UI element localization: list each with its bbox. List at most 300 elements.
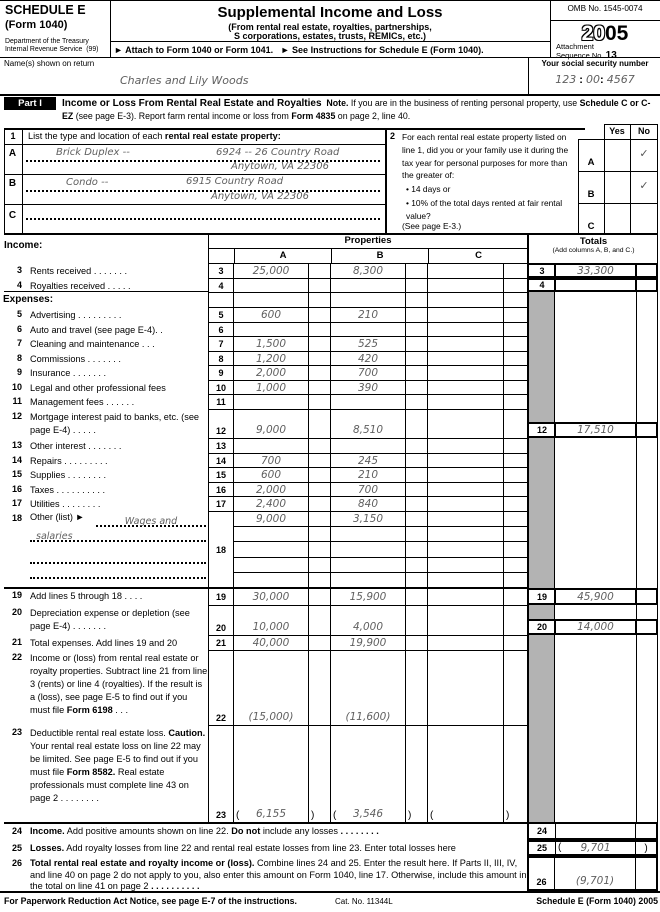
part1-note-label: Note. bbox=[326, 98, 349, 108]
part1-note-form: Form 4835 bbox=[291, 111, 336, 121]
cents-cell bbox=[405, 336, 427, 351]
line5-C-value[interactable] bbox=[427, 307, 503, 322]
line9-A-value[interactable]: 2,000 bbox=[233, 365, 308, 380]
line-number: 14 bbox=[11, 455, 22, 465]
other-expense-entry-2[interactable]: salaries bbox=[30, 526, 206, 542]
bullet-icon: • bbox=[406, 198, 409, 208]
line18-sub2-cell bbox=[233, 526, 308, 541]
line18-sub2-cell bbox=[308, 526, 330, 541]
form-title: Supplemental Income and Loss bbox=[217, 4, 443, 21]
line10-B-value[interactable]: 390 bbox=[330, 380, 405, 394]
cents-cell bbox=[405, 351, 427, 365]
propA-divider bbox=[4, 174, 386, 175]
cents-cell bbox=[503, 380, 527, 394]
table-row-9 bbox=[0, 365, 660, 380]
line-number: 22 bbox=[11, 652, 22, 662]
line14-A-value[interactable]: 700 bbox=[233, 453, 308, 467]
total-line-number: 25 bbox=[529, 842, 556, 854]
line26-number: 26 bbox=[11, 858, 22, 868]
cents-cell bbox=[503, 438, 527, 453]
cents-cell bbox=[405, 409, 427, 438]
line22-B-value[interactable]: (11,600) bbox=[330, 650, 405, 725]
table-row-18 bbox=[0, 511, 660, 588]
line15-B-value[interactable]: 210 bbox=[330, 467, 405, 482]
line6-C-value[interactable] bbox=[427, 322, 503, 336]
line16-C-value[interactable] bbox=[427, 482, 503, 496]
line18-sub4-cell bbox=[308, 557, 330, 572]
line17-B-value[interactable]: 840 bbox=[330, 496, 405, 511]
line18-sub4-cell bbox=[427, 557, 503, 572]
table-row-10 bbox=[0, 380, 660, 394]
attach-1040: ► Attach to Form 1040 or Form 1041. bbox=[114, 45, 274, 55]
line2-bullet2 bbox=[406, 197, 574, 222]
cents-cell bbox=[503, 453, 527, 467]
total-box-line24 bbox=[527, 822, 658, 840]
line9-B-value[interactable]: 700 bbox=[330, 365, 405, 380]
line-number: 21 bbox=[11, 637, 22, 647]
total-cents-cell bbox=[636, 280, 656, 290]
form-subtitle-1: (From rental real estate, royalties, partnerships, bbox=[228, 22, 432, 32]
line24-dots: . . . . . . . . bbox=[337, 826, 379, 836]
line13-A-value[interactable] bbox=[233, 438, 308, 453]
cents-cell bbox=[308, 322, 330, 336]
row-label: Repairs . . . . . . . . . bbox=[30, 456, 108, 466]
line12-A-value[interactable]: 9,000 bbox=[233, 409, 308, 438]
cents-cell bbox=[405, 496, 427, 511]
line-number-cell: 15 bbox=[208, 467, 233, 482]
cents-cell bbox=[405, 725, 427, 822]
other-expense-entry-4[interactable] bbox=[30, 564, 206, 579]
part1-note-2: (see page E-3). Report farm rental income or loss from bbox=[75, 111, 289, 121]
sequence-number: 13 bbox=[605, 50, 617, 61]
line18-sub4-cell bbox=[233, 557, 308, 572]
irs-code: (99) bbox=[86, 46, 99, 53]
total-cents-cell bbox=[636, 824, 656, 838]
line8-A-value[interactable]: 1,200 bbox=[233, 351, 308, 365]
line26-label bbox=[30, 858, 528, 893]
cents-cell bbox=[308, 605, 330, 635]
property-A-address2[interactable]: Anytown, VA 22306 bbox=[230, 161, 329, 172]
property-C-entry-line[interactable] bbox=[26, 204, 380, 220]
cents-cell bbox=[308, 351, 330, 365]
line26-text1: Combine lines 24 and 25. Enter the result here. If Parts II, III, IV, and line 40 on page 2 do not apply to you, also enter this amount on Form 1040, line 17. Otherwise, include this amount in the total on line 41 on page 2 bbox=[30, 858, 527, 892]
line-number-cell: 8 bbox=[208, 351, 233, 365]
line20-C-value[interactable] bbox=[427, 605, 503, 635]
row-label: Legal and other professional fees bbox=[30, 383, 166, 393]
line17-C-value[interactable] bbox=[427, 496, 503, 511]
paren-open: ( bbox=[333, 810, 337, 821]
line-number: 9 bbox=[16, 367, 22, 377]
line3-B-value[interactable]: 8,300 bbox=[330, 263, 405, 278]
line12-total-value[interactable]: 17,510 bbox=[556, 424, 636, 436]
cents-cell bbox=[503, 409, 527, 438]
line-number: 19 bbox=[11, 590, 22, 600]
line12-C-value[interactable] bbox=[427, 409, 503, 438]
row-label: Utilities . . . . . . . . bbox=[30, 499, 101, 509]
line1-label bbox=[28, 131, 281, 141]
line1-label-text: List the type and location of each bbox=[28, 131, 165, 141]
line19-C-value[interactable] bbox=[427, 588, 503, 605]
cents-cell bbox=[405, 467, 427, 482]
catalog-number: Cat. No. 11344L bbox=[335, 897, 393, 906]
property-A-type[interactable]: Brick Duplex -- bbox=[56, 147, 130, 158]
part1-note-3: on page 2, line 40. bbox=[337, 111, 411, 121]
cents-cell bbox=[405, 394, 427, 409]
line-number-cell: 13 bbox=[208, 438, 233, 453]
dept-line1: Department of the Treasury bbox=[5, 38, 89, 45]
line26-dots: . . . . . . . . . . bbox=[148, 881, 200, 892]
part1-topline bbox=[0, 94, 660, 96]
bullet2-text: 10% of the total days rented at fair rental value? bbox=[406, 198, 563, 221]
total-line-number: 20 bbox=[529, 621, 556, 633]
line7-B-value[interactable]: 525 bbox=[330, 336, 405, 351]
cents-cell bbox=[405, 278, 427, 292]
yesno-B-letter: B bbox=[587, 189, 595, 200]
line18-sub4-cell bbox=[330, 557, 405, 572]
line18-sub4-cell bbox=[405, 557, 427, 572]
line18-sub3-cell bbox=[330, 541, 405, 557]
line2-number: 2 bbox=[390, 131, 396, 141]
row-label: Mortgage interest paid to banks, etc. (see page E-4) . . . . . bbox=[30, 412, 200, 435]
total-line-number: 12 bbox=[529, 424, 556, 436]
cents-cell bbox=[308, 467, 330, 482]
line24-total-value[interactable] bbox=[556, 824, 636, 838]
line24-bold1: Income. bbox=[30, 826, 65, 836]
line13-B-value[interactable] bbox=[330, 438, 405, 453]
part1-note-schedule: Schedule C or C-EZ bbox=[62, 98, 651, 121]
part1-note-1: If you are in the business of renting personal property, use bbox=[350, 98, 578, 108]
line2-see-page: (See page E-3.) bbox=[402, 221, 462, 231]
line11-A-value[interactable] bbox=[233, 394, 308, 409]
line-number-cell: 4 bbox=[208, 278, 233, 292]
line3-total-value[interactable]: 33,300 bbox=[556, 265, 636, 276]
table-row-17 bbox=[0, 496, 660, 511]
income-section-label: Income: bbox=[4, 240, 43, 251]
total-line-number: 3 bbox=[529, 265, 556, 276]
line18-sub5-cell bbox=[405, 572, 427, 588]
cents-cell bbox=[308, 496, 330, 511]
line4-B-value[interactable] bbox=[330, 278, 405, 292]
cents-cell bbox=[503, 496, 527, 511]
cents-cell bbox=[503, 605, 527, 635]
property-B-address2[interactable]: Anytown, VA 22306 bbox=[210, 191, 309, 202]
line21-C-value[interactable] bbox=[427, 635, 503, 650]
line18-sub2-cell bbox=[503, 526, 527, 541]
line24-text2: include any losses bbox=[260, 826, 338, 836]
yesno-yes-left bbox=[604, 124, 605, 233]
line-number-cell: 17 bbox=[208, 496, 233, 511]
cents-cell bbox=[503, 278, 527, 292]
ssn-group-2[interactable]: 00 bbox=[586, 73, 601, 86]
line24-bold2: Do not bbox=[231, 826, 261, 836]
cents-cell bbox=[405, 292, 427, 307]
line4-A-value[interactable] bbox=[233, 278, 308, 292]
line6-A-value[interactable] bbox=[233, 322, 308, 336]
line7-C-value[interactable] bbox=[427, 336, 503, 351]
line8-C-value[interactable] bbox=[427, 351, 503, 365]
line25-number: 25 bbox=[11, 843, 22, 853]
cents-cell bbox=[308, 336, 330, 351]
total-line-number: 24 bbox=[529, 824, 556, 838]
line-number: 23 bbox=[11, 727, 22, 737]
cents-cell bbox=[503, 467, 527, 482]
cents-cell bbox=[503, 650, 527, 725]
paren-open: ( bbox=[558, 842, 562, 853]
cents-cell bbox=[405, 438, 427, 453]
cents-cell bbox=[405, 650, 427, 725]
line-B-value[interactable] bbox=[330, 292, 405, 307]
table-row-13 bbox=[0, 438, 660, 453]
property-B-type[interactable]: Condo -- bbox=[66, 177, 109, 188]
total-box-line3 bbox=[527, 263, 658, 278]
paren-close: ) bbox=[408, 810, 412, 821]
line18-sub1-cell bbox=[405, 511, 427, 526]
cents-cell bbox=[405, 588, 427, 605]
line11-B-value[interactable] bbox=[330, 394, 405, 409]
line18-sub2-cell bbox=[405, 526, 427, 541]
total-cents-cell bbox=[636, 424, 656, 436]
ssn-value[interactable] bbox=[530, 73, 660, 86]
cents-cell bbox=[503, 351, 527, 365]
row-label: Insurance . . . . . . . bbox=[30, 368, 107, 378]
line-number-cell: 19 bbox=[208, 588, 233, 605]
line-number-cell: 7 bbox=[208, 336, 233, 351]
cents-cell bbox=[308, 453, 330, 467]
line18-A-value[interactable]: 9,000 bbox=[233, 511, 308, 526]
line12-B-value[interactable]: 8,510 bbox=[330, 409, 405, 438]
line4-C-value[interactable] bbox=[427, 278, 503, 292]
line18-sub1-cell bbox=[308, 511, 330, 526]
row-label: Add lines 5 through 18 . . . . bbox=[30, 591, 143, 601]
cents-cell bbox=[308, 365, 330, 380]
total-box-line20 bbox=[527, 619, 658, 635]
line-number-cell: 16 bbox=[208, 482, 233, 496]
omb-number: OMB No. 1545-0074 bbox=[567, 4, 643, 13]
line19-total-value[interactable]: 45,900 bbox=[556, 590, 636, 603]
row-label: Supplies . . . . . . . . bbox=[30, 470, 107, 480]
ssn-label: Your social security number bbox=[541, 59, 649, 68]
cents-cell bbox=[308, 394, 330, 409]
ssn-separator: : bbox=[600, 74, 604, 86]
line15-A-value[interactable]: 600 bbox=[233, 467, 308, 482]
line1-number: 1 bbox=[10, 131, 16, 141]
paperwork-notice: For Paperwork Reduction Act Notice, see page E-7 of the instructions. bbox=[4, 896, 297, 906]
row-label: Commissions . . . . . . . bbox=[30, 354, 121, 364]
line9-C-value[interactable] bbox=[427, 365, 503, 380]
line20-B-value[interactable]: 4,000 bbox=[330, 605, 405, 635]
line19-A-value[interactable]: 30,000 bbox=[233, 588, 308, 605]
tax-year bbox=[550, 23, 660, 44]
line4-total-value[interactable] bbox=[556, 280, 636, 290]
total-cents-cell bbox=[636, 858, 656, 889]
line10-A-value[interactable]: 1,000 bbox=[233, 380, 308, 394]
line25-bold1: Losses. bbox=[30, 843, 65, 853]
line26-total-value[interactable]: (9,701) bbox=[555, 858, 636, 889]
B-no-checkbox[interactable]: ✓ bbox=[639, 180, 649, 192]
see-instructions: ► See Instructions for Schedule E (Form 1040). bbox=[280, 45, 484, 55]
cents-cell bbox=[308, 482, 330, 496]
line24-number: 24 bbox=[11, 826, 22, 836]
line2-intro: For each rental real estate property listed on line 1, did you or your family use it during the tax year for personal purposes for more than the greater of: bbox=[402, 132, 569, 181]
paren-close: ) bbox=[311, 810, 315, 821]
part1-heading-block bbox=[62, 97, 656, 123]
cents-cell bbox=[503, 394, 527, 409]
line21-B-value[interactable]: 19,900 bbox=[330, 635, 405, 650]
line22-A-value[interactable]: (15,000) bbox=[233, 650, 308, 725]
line18-sub5-cell bbox=[330, 572, 405, 588]
cents-cell bbox=[503, 588, 527, 605]
page-right-line bbox=[657, 124, 658, 891]
other-expense-entry-1[interactable]: Wages and bbox=[96, 511, 206, 527]
line6-B-value[interactable] bbox=[330, 322, 405, 336]
line16-A-value[interactable]: 2,000 bbox=[233, 482, 308, 496]
omb-underline bbox=[550, 20, 660, 21]
ssn-group-3[interactable]: 4567 bbox=[606, 73, 635, 86]
line-number: 18 bbox=[11, 513, 22, 523]
line-number-cell: 23 bbox=[208, 725, 233, 822]
line-number: 4 bbox=[16, 280, 22, 290]
line17-A-value[interactable]: 2,400 bbox=[233, 496, 308, 511]
line-number-cell: 21 bbox=[208, 635, 233, 650]
line18-sub2-cell bbox=[427, 526, 503, 541]
row-label: Management fees . . . . . . bbox=[30, 397, 135, 407]
line-A-value[interactable] bbox=[233, 292, 308, 307]
line-number-cell: 22 bbox=[208, 650, 233, 725]
table-row-5 bbox=[0, 307, 660, 322]
line18-sub3-cell bbox=[233, 541, 308, 557]
no-header: No bbox=[638, 126, 650, 136]
total-cents-cell bbox=[636, 621, 656, 633]
column-A-header: A bbox=[234, 249, 331, 263]
totals-left-line bbox=[527, 233, 529, 891]
line11-C-value[interactable] bbox=[427, 394, 503, 409]
properties-header-box bbox=[208, 233, 527, 263]
table-row-22 bbox=[0, 650, 660, 725]
cents-cell bbox=[405, 635, 427, 650]
footer-form-id: Schedule E (Form 1040) 2005 bbox=[536, 896, 658, 906]
line1-box-top bbox=[4, 128, 585, 130]
total-box-line19 bbox=[527, 588, 658, 605]
total-line-number: 19 bbox=[529, 590, 556, 603]
table-row-21 bbox=[0, 635, 660, 650]
cents-cell bbox=[308, 380, 330, 394]
line13-C-value[interactable] bbox=[427, 438, 503, 453]
cents-cell bbox=[308, 725, 330, 822]
ssn-group-1[interactable]: 123 bbox=[555, 73, 577, 86]
line-number-cell: 10 bbox=[208, 380, 233, 394]
other-expense-entry-3[interactable] bbox=[30, 549, 206, 564]
bullet-icon: • bbox=[406, 184, 409, 194]
line18-sub5-cell bbox=[308, 572, 330, 588]
line3-C-value[interactable] bbox=[427, 263, 503, 278]
property-B-address1[interactable]: 6915 Country Road bbox=[186, 176, 284, 187]
expenses-section-label: Expenses: bbox=[3, 294, 54, 305]
line25-total-value[interactable]: ( 9,701 bbox=[556, 842, 636, 854]
cents-cell bbox=[405, 605, 427, 635]
line-number: 15 bbox=[11, 469, 22, 479]
row-label: Royalties received . . . . . bbox=[30, 281, 131, 291]
line23-C-value[interactable] bbox=[427, 725, 503, 822]
total-line-number: 26 bbox=[529, 858, 555, 889]
cents-cell bbox=[308, 635, 330, 650]
line3-A-value[interactable]: 25,000 bbox=[233, 263, 308, 278]
line26-bold1: Total rental real estate and royalty income or (loss). bbox=[30, 858, 255, 868]
total-box-line26 bbox=[527, 856, 658, 891]
table-row-15 bbox=[0, 467, 660, 482]
line15-C-value[interactable] bbox=[427, 467, 503, 482]
name-value[interactable]: Charles and Lily Woods bbox=[120, 74, 249, 87]
paren-open: ( bbox=[430, 810, 434, 821]
line18-sub5-cell bbox=[427, 572, 503, 588]
cents-cell bbox=[405, 482, 427, 496]
line-number-cell bbox=[208, 292, 233, 307]
line22-C-value[interactable] bbox=[427, 650, 503, 725]
attachment-label: Attachment bbox=[556, 42, 594, 51]
line5-B-value[interactable]: 210 bbox=[330, 307, 405, 322]
line-number: 13 bbox=[11, 440, 22, 450]
cents-cell bbox=[405, 453, 427, 467]
row-label: Taxes . . . . . . . . . . bbox=[30, 485, 106, 495]
line-C-value[interactable] bbox=[427, 292, 503, 307]
line16-B-value[interactable]: 700 bbox=[330, 482, 405, 496]
line24-separator bbox=[4, 822, 658, 824]
property-A-address1[interactable]: 6924 -- 26 Country Road bbox=[216, 147, 340, 158]
column-B-header: B bbox=[331, 249, 428, 263]
table-row-14 bbox=[0, 453, 660, 467]
line14-B-value[interactable]: 245 bbox=[330, 453, 405, 467]
line23-B-value[interactable]: ( 3,546 bbox=[330, 725, 405, 822]
line-number: 11 bbox=[12, 396, 22, 406]
row-label: Income or (loss) from rental real estate or royalty properties. Subtract line 21 from line 3 (rents) or line 4 (royalties). If the result is a (loss), see page E-5 to find out if you must file Form 6198 . . . bbox=[30, 653, 208, 715]
A-no-checkbox[interactable]: ✓ bbox=[639, 148, 649, 160]
line18-sub3-cell bbox=[427, 541, 503, 557]
cents-cell bbox=[405, 365, 427, 380]
line14-C-value[interactable] bbox=[427, 453, 503, 467]
line-number: 7 bbox=[16, 338, 22, 348]
line7-A-value[interactable]: 1,500 bbox=[233, 336, 308, 351]
line8-B-value[interactable]: 420 bbox=[330, 351, 405, 365]
row-label: Deductible rental real estate loss. Caution. Your rental real estate loss on line 22 may be limited. See page E-5 to find out if you must file Form 8582. Real estate professionals must complete line 43 on page 2 . . . . . . . . bbox=[30, 728, 206, 803]
cents-cell bbox=[503, 336, 527, 351]
line18-sub4-cell bbox=[503, 557, 527, 572]
property-B-entry-line[interactable] bbox=[26, 176, 380, 192]
line23-A-value[interactable]: ( 6,155 bbox=[233, 725, 308, 822]
line18-sub2-cell bbox=[330, 526, 405, 541]
line5-A-value[interactable]: 600 bbox=[233, 307, 308, 322]
cents-cell bbox=[308, 278, 330, 292]
cents-cell bbox=[308, 438, 330, 453]
total-box-line4 bbox=[527, 278, 658, 292]
line18-sub3-cell bbox=[503, 541, 527, 557]
line18-sub5-cell bbox=[233, 572, 308, 588]
total-cents-cell bbox=[636, 265, 656, 276]
line20-A-value[interactable]: 10,000 bbox=[233, 605, 308, 635]
line19-B-value[interactable]: 15,900 bbox=[330, 588, 405, 605]
line-number-cell: 3 bbox=[208, 263, 233, 278]
ssn-separator: : bbox=[579, 74, 583, 86]
line10-C-value[interactable] bbox=[427, 380, 503, 394]
line18-B-value[interactable]: 3,150 bbox=[330, 511, 405, 526]
line20-total-value[interactable]: 14,000 bbox=[556, 621, 636, 633]
cents-cell bbox=[503, 263, 527, 278]
row-label: Depreciation expense or depletion (see page E-4) . . . . . . . bbox=[30, 608, 190, 631]
table-row-23 bbox=[0, 725, 660, 822]
line21-A-value[interactable]: 40,000 bbox=[233, 635, 308, 650]
cents-cell bbox=[405, 322, 427, 336]
table-row-11 bbox=[0, 394, 660, 409]
line-number-cell: 14 bbox=[208, 453, 233, 467]
property-A-entry-line[interactable] bbox=[26, 146, 380, 162]
